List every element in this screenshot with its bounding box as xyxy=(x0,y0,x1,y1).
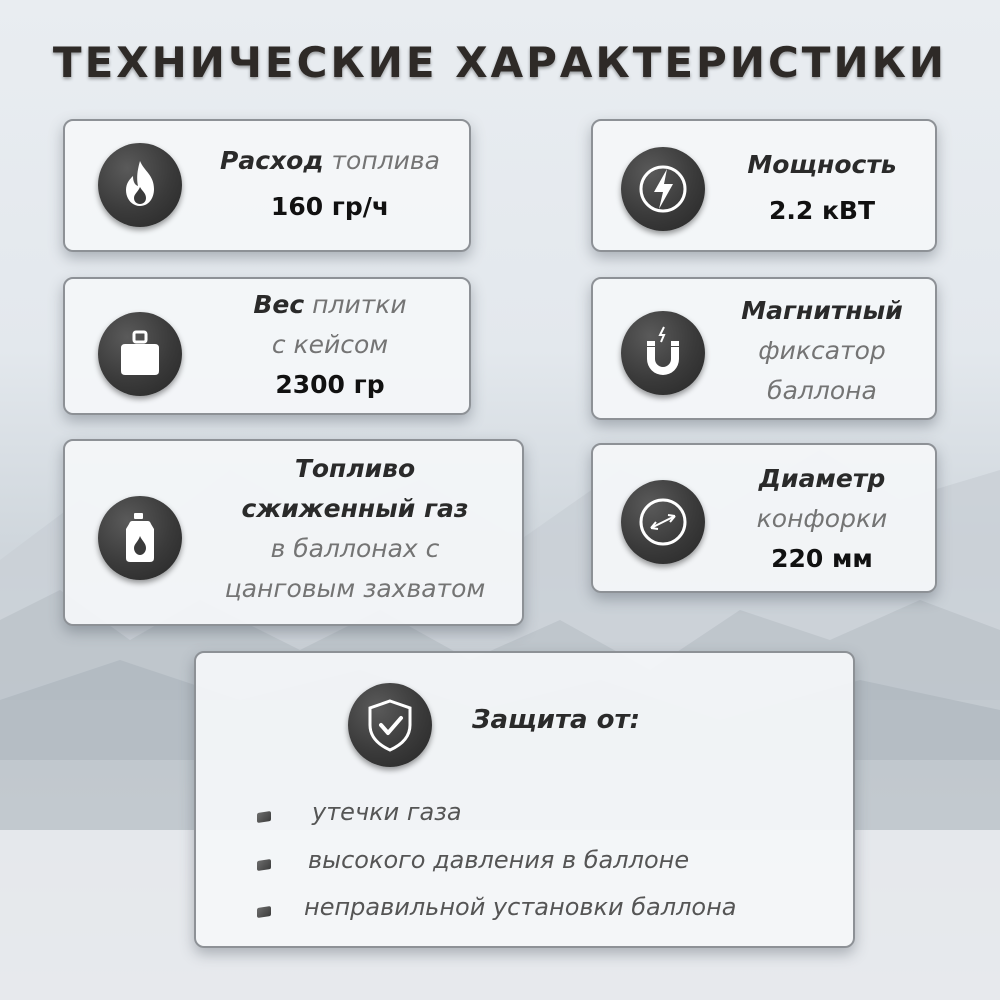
weight-card xyxy=(63,277,471,415)
weight-text xyxy=(195,285,465,405)
protection-item-2: высокого давления в баллоне xyxy=(308,846,690,874)
magnet-label-line2: фиксатор xyxy=(758,336,886,365)
diameter-label-line2: конфорки xyxy=(756,504,888,533)
page-title: ТЕХНИЧЕСКИЕ ХАРАКТЕРИСТИКИ xyxy=(52,38,948,87)
gas-canister-icon xyxy=(98,496,182,580)
fuel-consumption-card xyxy=(63,119,471,252)
diameter-icon xyxy=(621,480,705,564)
consumption-label-bold: Расход xyxy=(220,146,324,175)
consumption-label-light: топлива xyxy=(331,146,440,175)
magnet-label-line3: баллона xyxy=(767,376,877,405)
diameter-card xyxy=(591,443,937,593)
bullet-1 xyxy=(257,811,271,823)
fuel-label-bold: Топливо xyxy=(294,454,416,483)
protection-item-3: неправильной установки баллона xyxy=(304,893,737,921)
protection-heading: Защита от: xyxy=(472,705,640,735)
diameter-value: 220 мм xyxy=(771,544,873,573)
magnet-text xyxy=(717,291,927,411)
weight-label-bold: Вес xyxy=(253,290,305,319)
fuel-type-card xyxy=(63,439,524,626)
consumption-value: 160 гр/ч xyxy=(270,192,390,221)
power-card xyxy=(591,119,937,252)
bullet-2 xyxy=(257,859,271,871)
fuel-type-text xyxy=(190,449,520,609)
lightning-icon xyxy=(621,147,705,231)
magnet-label-bold: Магнитный xyxy=(741,296,903,325)
fuel-label-line3: в баллонах с xyxy=(270,534,440,563)
protection-item-1: утечки газа xyxy=(312,798,462,826)
fuel-consumption-text xyxy=(195,141,465,227)
power-label: Мощность xyxy=(747,150,897,179)
weight-value: 2300 гр xyxy=(275,370,385,399)
flame-icon xyxy=(98,143,182,227)
diameter-text xyxy=(717,459,927,579)
power-value: 2.2 кВТ xyxy=(768,196,876,225)
fuel-label-line2: сжиженный газ xyxy=(241,494,469,523)
protection-card xyxy=(194,651,855,948)
diameter-label-bold: Диаметр xyxy=(758,464,886,493)
power-text xyxy=(717,145,927,231)
weight-label-light: плитки xyxy=(312,290,407,319)
magnet-icon xyxy=(621,311,705,395)
weight-label-line2: с кейсом xyxy=(271,330,389,359)
fuel-label-line4: цанговым захватом xyxy=(224,574,486,603)
weight-icon xyxy=(98,312,182,396)
bullet-3 xyxy=(257,906,271,918)
magnet-card xyxy=(591,277,937,420)
shield-check-icon xyxy=(348,683,432,767)
